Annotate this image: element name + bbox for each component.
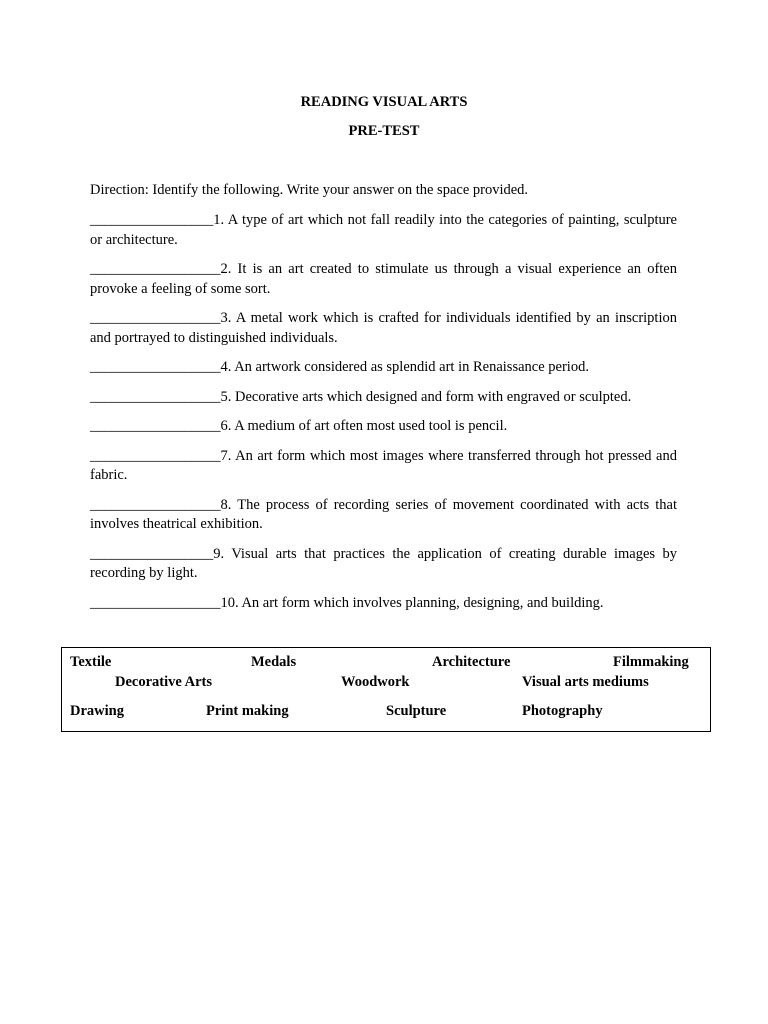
question-text: 7. An art form which most images where transferred through hot pressed and fabric. <box>90 447 677 483</box>
word-bank-term: Medals <box>251 654 297 670</box>
word-bank-term: Sculpture <box>386 703 447 719</box>
word-bank-term: Textile <box>70 654 112 670</box>
answer-blank: __________________ <box>90 447 221 464</box>
answer-blank: __________________ <box>90 418 221 434</box>
word-bank-term: Photography <box>522 703 603 719</box>
word-bank-term: Woodwork <box>341 674 410 690</box>
question-text: 5. Decorative arts which designed and form with engraved or sculpted. <box>220 388 632 405</box>
word-bank-term: Architecture <box>432 654 511 670</box>
word-bank-term: Decorative Arts <box>115 674 213 690</box>
answer-blank: __________________ <box>90 388 221 405</box>
question-text: 3. A metal work which is crafted for individuals identified by an inscription and portrayed to distinguished individuals. <box>90 310 677 346</box>
answer-blank: __________________ <box>90 261 221 277</box>
word-bank-term: Filmmaking <box>613 654 689 670</box>
page-title: READING VISUAL ARTS <box>300 94 468 110</box>
question-text: 4. An artwork considered as splendid art in Renaissance period. <box>220 359 589 375</box>
question-item-3 <box>90 309 677 348</box>
word-bank-term: Drawing <box>70 703 124 719</box>
page-subtitle: PRE-TEST <box>348 123 420 139</box>
answer-blank: __________________ <box>90 359 221 375</box>
question-item-9 <box>90 545 677 584</box>
word-bank-term: Print making <box>206 703 289 719</box>
question-item-8 <box>90 496 677 535</box>
question-item-6 <box>90 417 677 437</box>
question-item-5 <box>90 388 677 408</box>
question-text: 10. An art form which involves planning, designing, and building. <box>220 594 604 611</box>
direction-text: Direction: Identify the following. Write your answer on the space provided. <box>90 182 529 198</box>
question-item-1 <box>90 211 677 250</box>
word-bank-box <box>61 647 711 732</box>
answer-blank: __________________ <box>90 310 221 326</box>
question-item-4 <box>90 358 677 378</box>
word-bank-term: Visual arts mediums <box>522 674 649 690</box>
question-text: 8. The process of recording series of movement coordinated with acts that involves theatrical exhibition. <box>90 496 677 532</box>
question-item-10 <box>90 594 677 614</box>
question-text: 9. Visual arts that practices the application of creating durable images by recording by light. <box>90 545 677 581</box>
question-text: 6. A medium of art often most used tool is pencil. <box>220 418 508 434</box>
answer-blank: __________________ <box>90 496 221 513</box>
answer-blank: __________________ <box>90 594 221 611</box>
question-text: 2. It is an art created to stimulate us through a visual experience an often provoke a feeling of some sort. <box>90 261 677 297</box>
question-list <box>90 211 677 623</box>
question-item-7 <box>90 447 677 486</box>
question-item-2 <box>90 260 677 299</box>
answer-blank: _________________ <box>90 212 214 228</box>
answer-blank: _________________ <box>90 545 214 562</box>
question-text: 1. A type of art which not fall readily into the categories of painting, sculpture or architecture. <box>90 212 677 248</box>
